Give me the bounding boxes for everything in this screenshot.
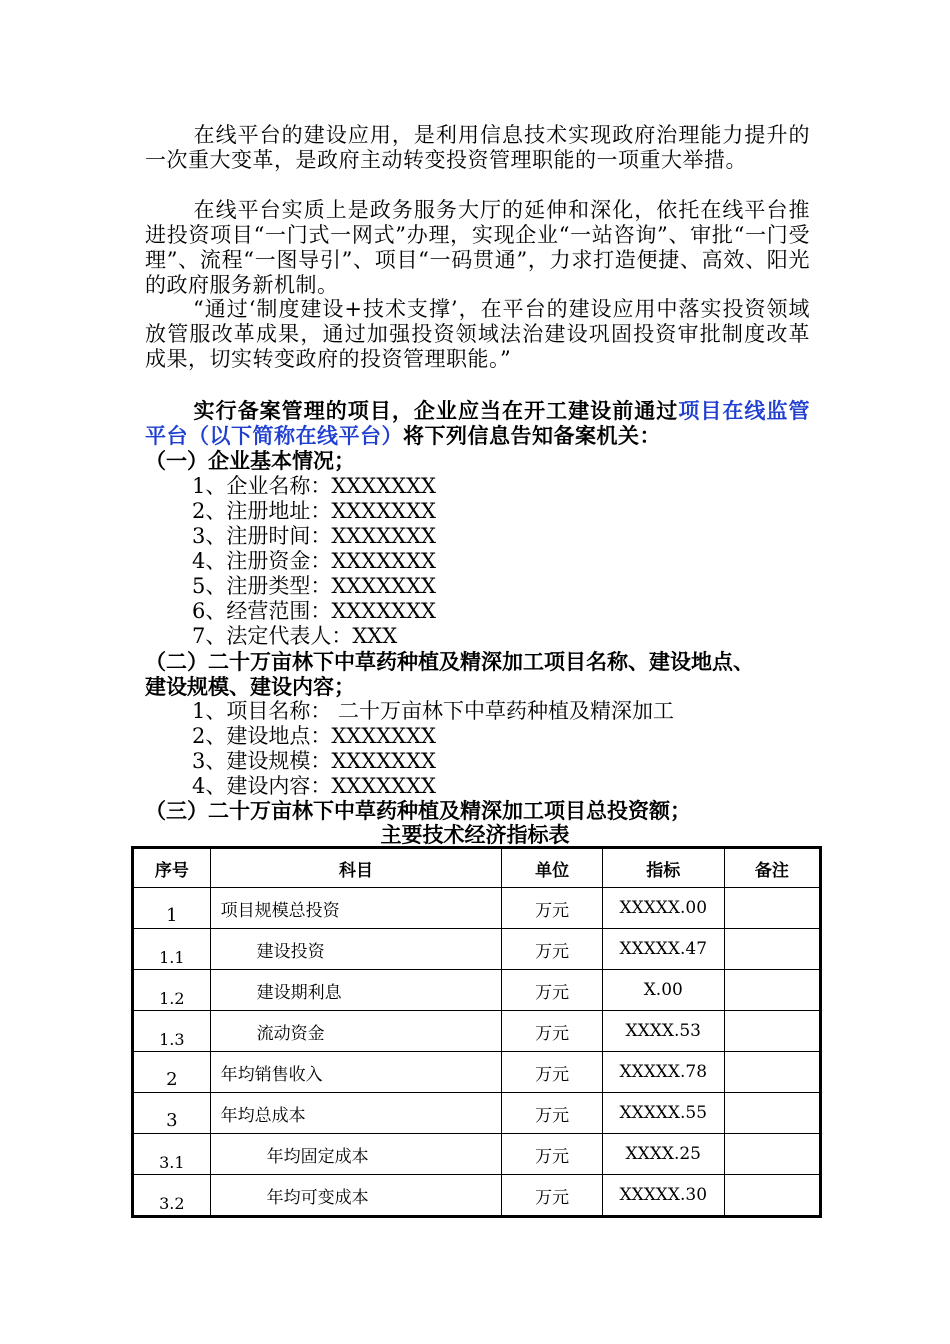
row-item: 建设投资 bbox=[210, 929, 502, 970]
row-note bbox=[724, 1011, 819, 1052]
row-note bbox=[724, 1093, 819, 1134]
row-unit: 万元 bbox=[502, 1093, 603, 1134]
row-value: XXXXX.30 bbox=[602, 1175, 724, 1216]
table-row bbox=[134, 1175, 820, 1216]
row-note bbox=[724, 929, 819, 970]
row-note bbox=[724, 1134, 819, 1175]
intro-paragraph-2 bbox=[145, 198, 810, 298]
metrics-table bbox=[133, 848, 820, 1216]
row-note bbox=[724, 1175, 819, 1216]
intro-paragraph-3 bbox=[145, 297, 810, 372]
row-note bbox=[724, 888, 819, 929]
section2-item: 1、项目名称： 二十万亩林下中草药种植及精深加工 bbox=[192, 699, 675, 723]
header-no: 序号 bbox=[134, 849, 211, 888]
table-row bbox=[134, 1052, 820, 1093]
row-item: 项目规模总投资 bbox=[210, 888, 502, 929]
row-note bbox=[724, 1052, 819, 1093]
table-row bbox=[134, 929, 820, 970]
intro-paragraph-1 bbox=[145, 123, 810, 173]
row-item: 年均可变成本 bbox=[210, 1175, 502, 1216]
row-unit: 万元 bbox=[502, 1134, 603, 1175]
section1-item: 2、注册地址：XXXXXXX bbox=[192, 499, 437, 523]
table-row bbox=[134, 1134, 820, 1175]
section1-item: 6、经营范围：XXXXXXX bbox=[192, 599, 437, 623]
intro-p2-text: 在线平台实质上是政务服务大厅的延伸和深化，依托在线平台推进投资项目“一门式一网式”办理，实现企业“一站咨询”、审批“一门受理”、流程“一图导引”、项目“一码贯通”，力求打造便捷、高效、阳光的政府服务新机制。 bbox=[145, 198, 810, 297]
table-row bbox=[134, 970, 820, 1011]
table-title: 主要技术经济指标表 bbox=[380, 822, 570, 847]
row-unit: 万元 bbox=[502, 1011, 603, 1052]
section2-item: 2、建设地点：XXXXXXX bbox=[192, 724, 437, 748]
header-value: 指标 bbox=[602, 849, 724, 888]
table-row bbox=[134, 1093, 820, 1134]
section1-item: 3、注册时间：XXXXXXX bbox=[192, 524, 437, 548]
section2-item: 3、建设规模：XXXXXXX bbox=[192, 749, 437, 773]
row-item: 年均销售收入 bbox=[210, 1052, 502, 1093]
row-note bbox=[724, 970, 819, 1011]
row-value: XXXXX.55 bbox=[602, 1093, 724, 1134]
section2-heading-line2: 建设规模、建设内容； bbox=[145, 674, 355, 699]
header-unit: 单位 bbox=[502, 849, 603, 888]
section1-item: 5、注册类型：XXXXXXX bbox=[192, 574, 437, 598]
row-unit: 万元 bbox=[502, 970, 603, 1011]
row-value: XXXXX.78 bbox=[602, 1052, 724, 1093]
section1-item: 4、注册资金：XXXXXXX bbox=[192, 549, 437, 573]
row-no: 1 bbox=[134, 888, 211, 929]
section2-item: 4、建设内容：XXXXXXX bbox=[192, 774, 437, 798]
row-no: 2 bbox=[134, 1052, 211, 1093]
header-note: 备注 bbox=[724, 849, 819, 888]
row-item: 建设期利息 bbox=[210, 970, 502, 1011]
table-row bbox=[134, 888, 820, 929]
row-no: 3 bbox=[134, 1093, 211, 1134]
row-item: 年均固定成本 bbox=[210, 1134, 502, 1175]
filing-tail: 将下列信息告知备案机关： bbox=[403, 423, 661, 448]
filing-paragraph bbox=[145, 398, 810, 448]
row-item: 年均总成本 bbox=[210, 1093, 502, 1134]
section1-heading: （一）企业基本情况； bbox=[145, 448, 355, 473]
row-no: 3.2 bbox=[134, 1175, 211, 1216]
intro-p3-text: “通过‘制度建设+技术支撑’，在平台的建设应用中落实投资领域放管服改革成果，通过加强投资领域法治建设巩固投资审批制度改革成果，切实转变政府的投资管理职能。” bbox=[145, 297, 810, 371]
online-platform-link[interactable]: 项目在线监管平台（以下简称在线平台） bbox=[145, 398, 811, 448]
row-unit: 万元 bbox=[502, 1175, 603, 1216]
section1-item: 1、企业名称：XXXXXXX bbox=[192, 474, 437, 498]
filing-lead: 实行备案管理的项目，企业应当在开工建设前通过 bbox=[193, 398, 679, 423]
row-unit: 万元 bbox=[502, 929, 603, 970]
row-no: 1.1 bbox=[134, 929, 211, 970]
row-item: 流动资金 bbox=[210, 1011, 502, 1052]
row-unit: 万元 bbox=[502, 1052, 603, 1093]
row-no: 1.3 bbox=[134, 1011, 211, 1052]
row-value: XXXX.25 bbox=[602, 1134, 724, 1175]
row-value: XXXXX.47 bbox=[602, 929, 724, 970]
table-row bbox=[134, 1011, 820, 1052]
row-value: XXXXX.00 bbox=[602, 888, 724, 929]
row-no: 3.1 bbox=[134, 1134, 211, 1175]
row-value: X.00 bbox=[602, 970, 724, 1011]
row-value: XXXX.53 bbox=[602, 1011, 724, 1052]
table-header-row bbox=[134, 849, 820, 888]
intro-p1-text: 在线平台的建设应用，是利用信息技术实现政府治理能力提升的一次重大变革，是政府主动转变投资管理职能的一项重大举措。 bbox=[145, 123, 810, 172]
row-no: 1.2 bbox=[134, 970, 211, 1011]
section2-heading-line1: （二）二十万亩林下中草药种植及精深加工项目名称、建设地点、 bbox=[145, 649, 754, 674]
section3-heading: （三）二十万亩林下中草药种植及精深加工项目总投资额； bbox=[145, 798, 691, 823]
header-item: 科目 bbox=[210, 849, 502, 888]
section1-item: 7、法定代表人：XXX bbox=[192, 624, 398, 648]
row-unit: 万元 bbox=[502, 888, 603, 929]
